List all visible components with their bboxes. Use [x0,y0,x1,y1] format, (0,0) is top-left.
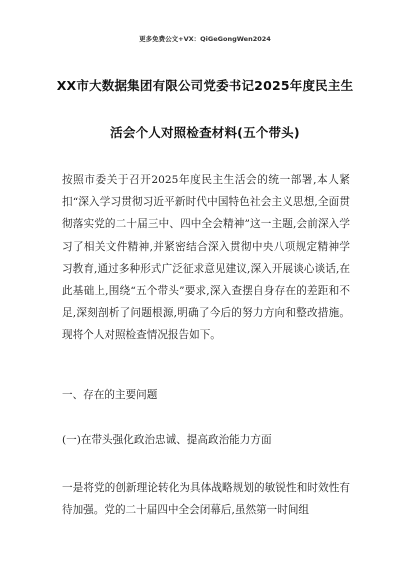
intro-paragraph: 按照市委关于召开2025年度民主生活会的统一部署,本人紧扣“深入学习贯彻习近平新时代中国特色社会主义思想,全面贯彻落实党的二十届三中、四中全会精神”这一主题,会前深入学习了相关文件精神,并紧密结合深入贯彻中央八项规定精神学习教育,通过多种形式广泛征求意见建议,深入开展谈心谈话,在此基础上,围绕“五个带头”要求,深入查摆自身存在的差距和不足,深刻剖析了问题根源,明确了今后的努力方向和整改措施。现将个人对照检查情况报告如下。 [62,174,350,342]
body-paragraph: 一是将党的创新理论转化为具体战略规划的敏锐性和时效性有待加强。党的二十届四中全会闭幕后,虽然第一时间组 [62,482,350,517]
page-header-watermark: 更多免费公文+VX：QiGeGongWen2024 [139,35,271,43]
document-title-line-1: XX市大数据集团有限公司党委书记2025年度民主生 [56,78,354,93]
section-heading: 一、存在的主要问题 [62,389,158,401]
subsection-heading: (一)在带头强化政治忠诚、提高政治能力方面 [62,434,272,446]
document-title-line-2: 活会个人对照检查材料(五个带头) [110,125,300,140]
